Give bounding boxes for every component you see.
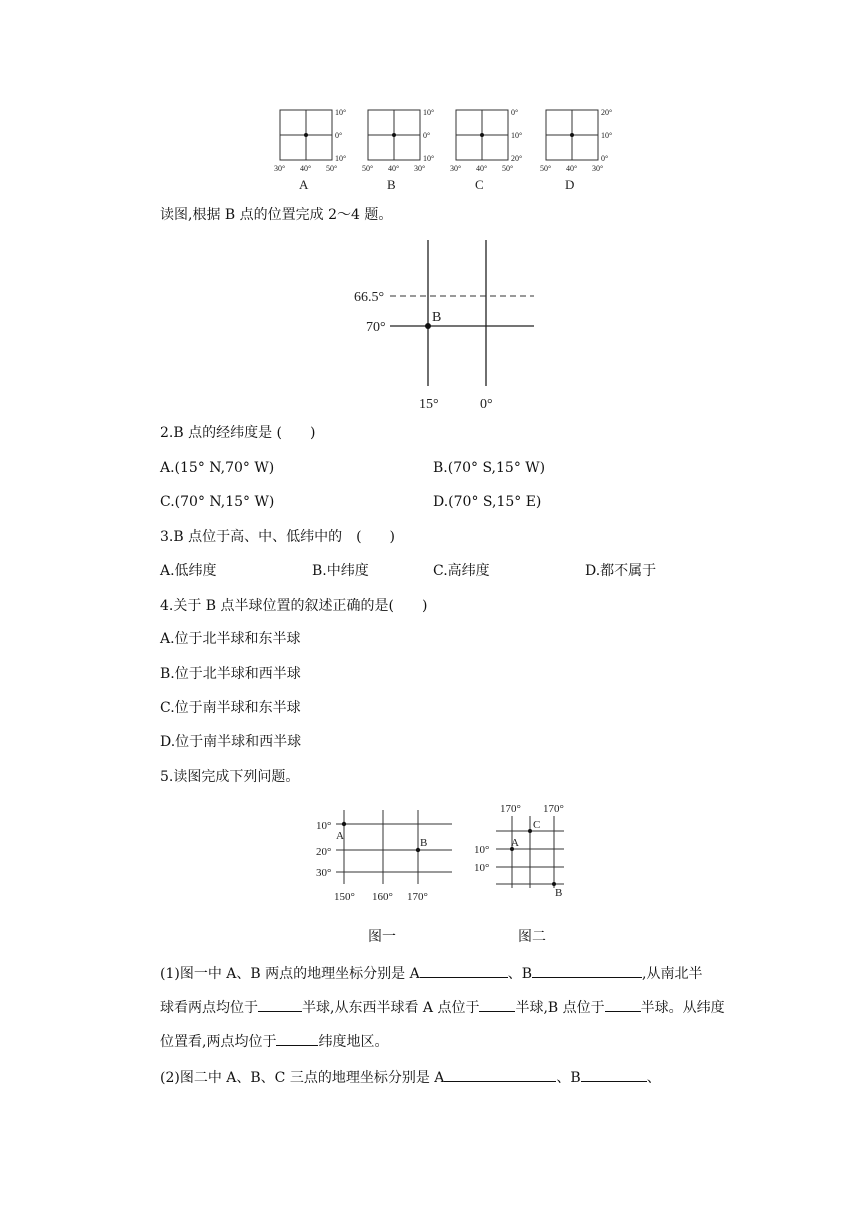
svg-text:0°: 0° [423, 131, 431, 140]
svg-text:170°: 170° [407, 891, 428, 903]
svg-text:A: A [511, 837, 519, 849]
question-4-stem: 4.关于 B 点半球位置的叙述正确的是( ) [160, 598, 428, 614]
svg-text:170°: 170° [543, 803, 564, 815]
answer-blank-1b[interactable] [532, 963, 642, 978]
question-4-option-c: C.位于南半球和东半球 [160, 700, 301, 716]
grid-b [362, 108, 434, 192]
svg-text:10°: 10° [511, 131, 523, 140]
svg-text:15°: 15° [419, 397, 439, 412]
svg-text:10°: 10° [423, 108, 435, 117]
sub-question-2-line-1: (2)图二中 A、B、C 三点的地理坐标分别是 A 、B 、 [160, 1067, 661, 1087]
figure-1-caption: 图一 [368, 929, 396, 945]
question-3-option-c: C.高纬度 [433, 563, 490, 579]
svg-text:30°: 30° [316, 867, 332, 879]
svg-text:0°: 0° [480, 397, 493, 412]
sub-question-1-line-3: 位置看,两点均位于 纬度地区。 [160, 1031, 388, 1051]
svg-text:50°: 50° [326, 164, 338, 173]
svg-text:150°: 150° [334, 891, 355, 903]
sub-question-1-line-2: 球看两点均位于 半球,从东西半球看 A 点位于 半球,B 点位于 半球。从纬度 [160, 997, 725, 1017]
svg-text:170°: 170° [500, 803, 521, 815]
figure-2-caption: 图二 [518, 929, 546, 945]
question-2-option-a: A.(15° N,70° W) [160, 460, 275, 476]
grid-a [274, 108, 346, 192]
question-4-option-b: B.位于北半球和西半球 [160, 666, 301, 682]
svg-text:10°: 10° [423, 154, 435, 163]
question-3-option-b: B.中纬度 [312, 563, 369, 579]
answer-blank-1f[interactable] [276, 1031, 318, 1046]
svg-text:70°: 70° [366, 320, 386, 335]
answer-blank-1d[interactable] [479, 997, 515, 1012]
svg-text:C: C [533, 819, 541, 831]
b-point-figure [340, 236, 550, 416]
svg-text:0°: 0° [601, 154, 609, 163]
question-2-option-b: B.(70° S,15° W) [433, 460, 546, 476]
question-3-option-a: A.低纬度 [160, 563, 217, 579]
svg-text:50°: 50° [540, 164, 552, 173]
svg-text:40°: 40° [566, 164, 578, 173]
svg-text:10°: 10° [335, 108, 347, 117]
svg-text:A: A [336, 830, 344, 842]
answer-blank-1c[interactable] [258, 997, 302, 1012]
svg-text:50°: 50° [362, 164, 374, 173]
svg-text:A: A [299, 177, 309, 192]
svg-text:0°: 0° [335, 131, 343, 140]
svg-text:50°: 50° [502, 164, 514, 173]
svg-text:66.5°: 66.5° [354, 290, 385, 305]
grid-c [450, 108, 522, 192]
sub-question-1-line-1: (1)图一中 A、B 两点的地理坐标分别是 A 、B ,从南北半 [160, 963, 702, 983]
svg-text:40°: 40° [388, 164, 400, 173]
svg-text:B: B [555, 887, 563, 899]
answer-blank-2a[interactable] [444, 1067, 556, 1082]
question-4-option-a: A.位于北半球和东半球 [160, 631, 301, 647]
svg-text:D: D [565, 177, 575, 192]
question-3-option-d: D.都不属于 [585, 563, 657, 579]
grid-d [540, 108, 612, 192]
svg-text:40°: 40° [300, 164, 312, 173]
question-2-option-d: D.(70° S,15° E) [433, 494, 542, 510]
svg-text:30°: 30° [592, 164, 604, 173]
svg-text:0°: 0° [511, 108, 519, 117]
answer-blank-2b[interactable] [581, 1067, 647, 1082]
svg-text:B: B [432, 310, 442, 325]
intro-text: 读图,根据 B 点的位置完成 2～4 题。 [160, 207, 393, 223]
svg-text:40°: 40° [476, 164, 488, 173]
svg-text:B: B [420, 837, 428, 849]
figure-1 [306, 806, 466, 906]
svg-text:10°: 10° [601, 131, 613, 140]
question-5-stem: 5.读图完成下列问题。 [160, 769, 300, 785]
svg-text:30°: 30° [450, 164, 462, 173]
svg-text:10°: 10° [474, 862, 490, 874]
answer-blank-1e[interactable] [605, 997, 641, 1012]
question-3-stem: 3.B 点位于高、中、低纬中的 ( ) [160, 529, 396, 545]
question-2-stem: 2.B 点的经纬度是 ( ) [160, 425, 316, 441]
question-4-option-d: D.位于南半球和西半球 [160, 734, 302, 750]
answer-blank-1a[interactable] [420, 963, 508, 978]
svg-text:10°: 10° [335, 154, 347, 163]
svg-text:10°: 10° [474, 844, 490, 856]
svg-text:20°: 20° [511, 154, 523, 163]
svg-text:C: C [475, 177, 484, 192]
figure-2 [470, 798, 580, 906]
svg-text:20°: 20° [601, 108, 613, 117]
top-grids-figure [270, 104, 620, 194]
svg-text:30°: 30° [414, 164, 426, 173]
svg-text:160°: 160° [372, 891, 393, 903]
svg-text:B: B [387, 177, 396, 192]
svg-text:30°: 30° [274, 164, 286, 173]
svg-text:10°: 10° [316, 820, 332, 832]
svg-text:20°: 20° [316, 846, 332, 858]
question-2-option-c: C.(70° N,15° W) [160, 494, 275, 510]
